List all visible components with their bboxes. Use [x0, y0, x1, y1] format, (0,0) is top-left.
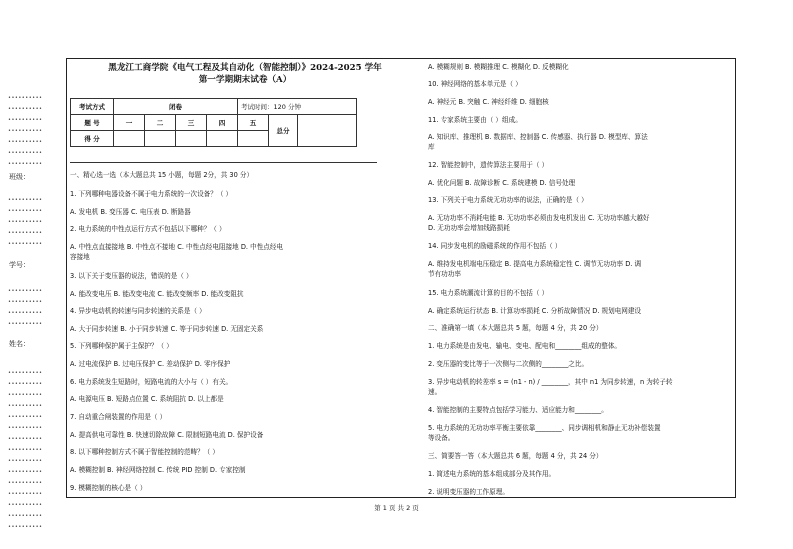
question-options: A. 发电机 B. 变压器 C. 电压表 D. 断路器	[70, 208, 191, 216]
question-options: A. 神经元 B. 突触 C. 神经纤维 D. 细胞核	[428, 98, 549, 106]
fill-blank-question: 4. 智能控制的主要特点包括学习能力、适应能力和________。	[428, 406, 608, 414]
binding-dots: ••••••••••	[8, 197, 43, 203]
question-no-label: 题 号	[71, 115, 114, 131]
question-options: A. 能改变电压 B. 能改变电流 C. 能改变频率 D. 能改变阻抗	[70, 290, 244, 298]
question-text: 13. 下列关于电力系统无功功率的说法，正确的是（ ）	[428, 196, 588, 204]
binding-dots: ••••••••••	[8, 425, 43, 431]
score-row-label: 得 分	[71, 131, 114, 147]
title-line-2: 第一学期期末试卷（A）	[198, 75, 292, 85]
section-2-heading: 二、准确第一填（本大题总共 5 题，每题 4 分，共 20 分）	[428, 324, 603, 332]
question-options: A. 电源电压 B. 短路点位置 C. 系统阻抗 D. 以上都是	[70, 395, 224, 403]
binding-dots: ••••••••••	[8, 414, 43, 420]
total-score-cell[interactable]	[298, 115, 357, 147]
score-cell[interactable]	[238, 131, 269, 147]
section-3-heading: 三、简要答一答（本大题总共 6 题，每题 4 分，共 24 分）	[428, 452, 603, 460]
question-options: A. 确定系统运行状态 B. 计算功率损耗 C. 分析故障情况 D. 规划电网建设	[428, 307, 642, 315]
binding-dots: ••••••••••	[8, 208, 43, 214]
fill-blank-question: 5. 电力系统的无功功率平衡主要依靠________、同步调相机和静止无功补偿装置	[428, 424, 661, 432]
question-col-5: 五	[238, 115, 269, 131]
question-text: 1. 下列哪种电器设备不属于电力系统的一次设备？（ ）	[70, 190, 233, 198]
section-1-heading: 一、精心选一选（本大题总共 15 小题，每题 2分，共 30 分）	[70, 171, 254, 179]
short-answer-question: 1. 简述电力系统的基本组成部分及其作用。	[428, 470, 556, 478]
binding-dots: ••••••••••	[8, 310, 43, 316]
binding-dots: ••••••••••	[8, 392, 43, 398]
question-text: 3. 以下关于变压器的说法，错误的是（ ）	[70, 272, 193, 280]
binding-dots: ••••••••••	[8, 150, 43, 156]
binding-dots: ••••••••••	[8, 219, 43, 225]
binding-dots: ••••••••••	[8, 403, 43, 409]
binding-dots: ••••••••••	[8, 230, 43, 236]
question-text: 7. 自动重合闸装置的作用是（ ）	[70, 413, 167, 421]
exam-mode-value: 闭卷	[114, 99, 238, 115]
question-text: 15. 电力系统潮流计算的目的不包括（ ）	[428, 289, 549, 297]
exam-title	[70, 62, 420, 86]
binding-dots: ••••••••••	[8, 447, 43, 453]
question-text: 8. 以下哪种控制方式不属于智能控制的范畴？（ ）	[70, 448, 219, 456]
question-text: 5. 下列哪种保护属于主保护？（ ）	[70, 342, 173, 350]
question-text: 11. 专家系统主要由（ ）组成。	[428, 116, 522, 124]
binding-dots: ••••••••••	[8, 524, 43, 530]
question-col-2: 二	[145, 115, 176, 131]
question-options: A. 中性点直接接地 B. 中性点不接地 C. 中性点经电阻接地 D. 中性点经电	[70, 243, 284, 251]
question-options: A. 维持发电机端电压稳定 B. 提高电力系统稳定性 C. 调节无功功率 D. 调	[428, 260, 642, 268]
binding-dots: ••••••••••	[8, 436, 43, 442]
binding-dots: ••••••••••	[8, 299, 43, 305]
fill-blank-question: 速。	[428, 388, 442, 396]
question-text: 9. 模糊控制的核心是（ ）	[70, 484, 147, 492]
page-number: 第 1 页 共 2 页	[374, 504, 419, 512]
question-options: A. 模糊规则 B. 模糊推理 C. 模糊化 D. 反模糊化	[428, 63, 569, 71]
exam-time: 考试时间：120 分钟	[238, 99, 357, 115]
binding-dots: ••••••••••	[8, 241, 43, 247]
binding-dots: ••••••••••	[8, 491, 43, 497]
question-text: 12. 智能控制中，遗传算法主要用于（ ）	[428, 161, 549, 169]
title-line-1: 黑龙江工商学院《电气工程及其自动化（智能控制）》2024-2025 学年	[108, 63, 382, 73]
binding-dots: ••••••••••	[8, 117, 43, 123]
binding-dots: ••••••••••	[8, 502, 43, 508]
fill-blank-question: 2. 变压器的变比等于一次侧与二次侧的________之比。	[428, 360, 589, 368]
question-options: A. 模糊控制 B. 神经网络控制 C. 传统 PID 控制 D. 专家控制	[70, 466, 246, 474]
binding-dots: ••••••••••	[8, 513, 43, 519]
name-label: 姓名：	[9, 340, 30, 348]
question-col-1: 一	[114, 115, 145, 131]
question-options: A. 过电流保护 B. 过电压保护 C. 差动保护 D. 零序保护	[70, 360, 231, 368]
fill-blank-question: 1. 电力系统是由发电、输电、变电、配电和________组成的整体。	[428, 342, 622, 350]
binding-dots: ••••••••••	[8, 128, 43, 134]
short-answer-question: 2. 说明变压器的工作原理。	[428, 488, 509, 496]
binding-dots: ••••••••••	[8, 106, 43, 112]
score-cell[interactable]	[207, 131, 238, 147]
question-text: 14. 同步发电机的励磁系统的作用不包括（ ）	[428, 242, 562, 250]
class-label: 班级：	[9, 173, 30, 181]
question-options: A. 大于同步转速 B. 小于同步转速 C. 等于同步转速 D. 无固定关系	[70, 325, 264, 333]
binding-dots: ••••••••••	[8, 469, 43, 475]
binding-dots: ••••••••••	[8, 139, 43, 145]
question-text: 4. 异步电动机的转速与同步转速的关系是（ ）	[70, 307, 206, 315]
question-options: A. 优化问题 B. 故障诊断 C. 系统建模 D. 信号处理	[428, 179, 576, 187]
fill-blank-question: 3. 异步电动机的转差率 s = (n1 - n) / ________，其中 n1 为同步转速，n 为转子转	[428, 378, 673, 386]
question-options: A. 知识库、推理机 B. 数据库、控制器 C. 传感器、执行器 D. 模型库、算法	[428, 133, 648, 141]
score-cell[interactable]	[145, 131, 176, 147]
question-options: A. 无功功率不消耗电能 B. 无功功率必须由发电机发出 C. 无功功率越大越好	[428, 214, 650, 222]
question-text: 6. 电力系统发生短路时，短路电流的大小与（ ）有关。	[70, 378, 233, 386]
binding-dots: ••••••••••	[8, 480, 43, 486]
score-cell[interactable]	[176, 131, 207, 147]
question-options: 节有功功率	[428, 270, 461, 278]
exam-mode-label: 考试方式	[71, 99, 114, 115]
question-col-3: 三	[176, 115, 207, 131]
question-options: 容接地	[70, 253, 90, 261]
binding-dots: ••••••••••	[8, 370, 43, 376]
binding-dots: ••••••••••	[8, 161, 43, 167]
student-id-label: 学号：	[9, 261, 30, 269]
question-col-4: 四	[207, 115, 238, 131]
binding-dots: ••••••••••	[8, 321, 43, 327]
section-divider	[70, 162, 377, 163]
question-text: 10. 神经网络的基本单元是（ ）	[428, 80, 522, 88]
question-options: D. 无功功率会增加线路损耗	[428, 224, 510, 232]
binding-dots: ••••••••••	[8, 288, 43, 294]
fill-blank-question: 等设备。	[428, 434, 455, 442]
question-options: 库	[428, 143, 435, 151]
total-score-label: 总分	[269, 115, 298, 147]
question-options: A. 提高供电可靠性 B. 快速切除故障 C. 限制短路电流 D. 保护设备	[70, 431, 264, 439]
score-cell[interactable]	[114, 131, 145, 147]
question-text: 2. 电力系统的中性点运行方式不包括以下哪种？（ ）	[70, 225, 226, 233]
binding-dots: ••••••••••	[8, 95, 43, 101]
binding-dots: ••••••••••	[8, 381, 43, 387]
score-table	[70, 98, 357, 147]
binding-dots: ••••••••••	[8, 458, 43, 464]
